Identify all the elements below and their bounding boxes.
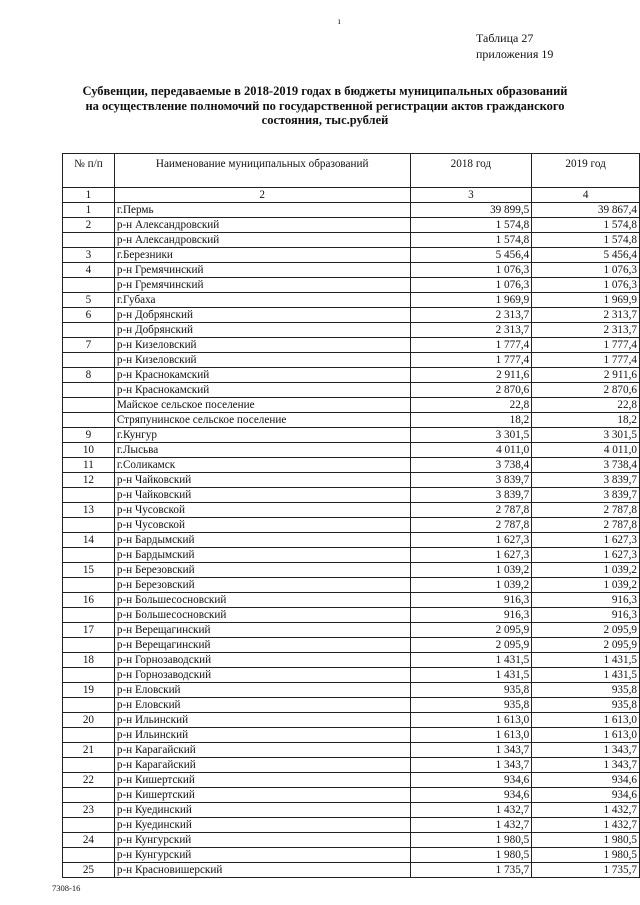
- municipality-name: р-н Кунгурский: [114, 848, 410, 863]
- value-2019: 1 076,3: [532, 278, 640, 293]
- row-number: 20: [63, 713, 115, 728]
- row-number: 5: [63, 293, 115, 308]
- value-2019: 916,3: [532, 593, 640, 608]
- municipality-name: р-н Горнозаводский: [114, 653, 410, 668]
- row-number: 21: [63, 743, 115, 758]
- row-number: [63, 578, 115, 593]
- municipality-name: г.Соликамск: [114, 458, 410, 473]
- column-header-2018: 2018 год: [410, 154, 532, 188]
- row-number: [63, 608, 115, 623]
- municipality-name: г.Пермь: [114, 203, 410, 218]
- appendix-number: приложения 19: [476, 47, 554, 61]
- municipality-name: р-н Карагайский: [114, 758, 410, 773]
- title-line-1: Субвенции, передаваемые в 2018-2019 годах в бюджеты муниципальных образований: [82, 84, 568, 98]
- value-2018: 1 627,3: [410, 548, 532, 563]
- column-number: 4: [532, 188, 640, 203]
- table-row: [63, 653, 640, 668]
- table-row: [63, 743, 640, 758]
- municipality-name: р-н Александровский: [114, 218, 410, 233]
- table-row: [63, 533, 640, 548]
- value-2019: 39 867,4: [532, 203, 640, 218]
- value-2018: 1 039,2: [410, 563, 532, 578]
- value-2018: 4 011,0: [410, 443, 532, 458]
- table-reference: [476, 30, 553, 62]
- row-number: 19: [63, 683, 115, 698]
- value-2018: 2 095,9: [410, 623, 532, 638]
- table-row: [63, 713, 640, 728]
- table-row: [63, 578, 640, 593]
- column-number: 3: [410, 188, 532, 203]
- value-2019: 1 627,3: [532, 548, 640, 563]
- value-2018: 2 313,7: [410, 308, 532, 323]
- municipality-name: р-н Ильинский: [114, 728, 410, 743]
- value-2018: 3 839,7: [410, 473, 532, 488]
- value-2018: 2 095,9: [410, 638, 532, 653]
- value-2019: 1 777,4: [532, 353, 640, 368]
- title-line-2: на осуществление полномочий по государственной регистрации актов гражданского: [85, 98, 565, 113]
- value-2019: 3 839,7: [532, 473, 640, 488]
- row-number: 17: [63, 623, 115, 638]
- value-2019: 2 870,6: [532, 383, 640, 398]
- value-2019: 916,3: [532, 608, 640, 623]
- table-row: [63, 848, 640, 863]
- value-2018: 1 969,9: [410, 293, 532, 308]
- row-number: 4: [63, 263, 115, 278]
- table-row: [63, 863, 640, 878]
- municipality-name: р-н Березовский: [114, 563, 410, 578]
- table-row: [63, 218, 640, 233]
- row-number: [63, 323, 115, 338]
- municipality-name: р-н Добрянский: [114, 323, 410, 338]
- row-number: [63, 413, 115, 428]
- value-2019: 5 456,4: [532, 248, 640, 263]
- municipality-name: р-н Верещагинский: [114, 638, 410, 653]
- row-number: 13: [63, 503, 115, 518]
- value-2019: 18,2: [532, 413, 640, 428]
- table-row: [63, 413, 640, 428]
- table-row: [63, 353, 640, 368]
- value-2018: 39 899,5: [410, 203, 532, 218]
- row-number: [63, 788, 115, 803]
- value-2018: 1 980,5: [410, 833, 532, 848]
- value-2019: 1 039,2: [532, 578, 640, 593]
- column-header-2019: 2019 год: [532, 154, 640, 188]
- value-2019: 1 969,9: [532, 293, 640, 308]
- value-2019: 1 432,7: [532, 803, 640, 818]
- table-row: [63, 518, 640, 533]
- value-2018: 1 777,4: [410, 353, 532, 368]
- municipality-name: р-н Карагайский: [114, 743, 410, 758]
- municipality-name: р-н Ильинский: [114, 713, 410, 728]
- table-row: [63, 263, 640, 278]
- value-2019: 22,8: [532, 398, 640, 413]
- municipality-name: р-н Бардымский: [114, 533, 410, 548]
- value-2019: 3 738,4: [532, 458, 640, 473]
- municipality-name: Майское сельское поселение: [114, 398, 410, 413]
- document-code: 7308-16: [52, 883, 81, 893]
- table-row: [63, 233, 640, 248]
- row-number: [63, 518, 115, 533]
- municipality-name: р-н Бардымский: [114, 548, 410, 563]
- row-number: [63, 548, 115, 563]
- page-header-mark: ı: [338, 16, 341, 26]
- table-number: Таблица 27: [476, 31, 534, 45]
- table-row: [63, 728, 640, 743]
- municipality-name: р-н Кизеловский: [114, 338, 410, 353]
- value-2018: 2 870,6: [410, 383, 532, 398]
- row-number: [63, 398, 115, 413]
- value-2018: 5 456,4: [410, 248, 532, 263]
- municipality-name: р-н Еловский: [114, 698, 410, 713]
- table-row: [63, 548, 640, 563]
- value-2019: 1 777,4: [532, 338, 640, 353]
- value-2018: 2 787,8: [410, 518, 532, 533]
- value-2018: 935,8: [410, 698, 532, 713]
- column-header-name: Наименование муниципальных образований: [114, 154, 410, 188]
- value-2018: 2 313,7: [410, 323, 532, 338]
- table-row: [63, 563, 640, 578]
- table-row: [63, 398, 640, 413]
- table-row: [63, 383, 640, 398]
- row-number: [63, 758, 115, 773]
- value-2018: 1 613,0: [410, 728, 532, 743]
- value-2018: 1 039,2: [410, 578, 532, 593]
- value-2019: 2 787,8: [532, 503, 640, 518]
- value-2019: 934,6: [532, 773, 640, 788]
- municipality-name: р-н Кишертский: [114, 788, 410, 803]
- municipality-name: р-н Чайковский: [114, 473, 410, 488]
- value-2018: 1 343,7: [410, 743, 532, 758]
- table-row: [63, 338, 640, 353]
- municipality-name: р-н Чусовской: [114, 518, 410, 533]
- row-number: 18: [63, 653, 115, 668]
- municipality-name: р-н Куединский: [114, 818, 410, 833]
- value-2019: 1 574,8: [532, 218, 640, 233]
- table-row: [63, 608, 640, 623]
- value-2018: 2 787,8: [410, 503, 532, 518]
- row-number: 11: [63, 458, 115, 473]
- table-row: [63, 593, 640, 608]
- table-row: [63, 488, 640, 503]
- document-title: [70, 84, 580, 128]
- value-2019: 935,8: [532, 683, 640, 698]
- value-2018: 935,8: [410, 683, 532, 698]
- table-row: [63, 833, 640, 848]
- value-2019: 1 076,3: [532, 263, 640, 278]
- table-row: [63, 758, 640, 773]
- table-row: [63, 473, 640, 488]
- municipality-name: р-н Гремячинский: [114, 278, 410, 293]
- municipality-name: р-н Куединский: [114, 803, 410, 818]
- row-number: [63, 233, 115, 248]
- row-number: 22: [63, 773, 115, 788]
- row-number: 6: [63, 308, 115, 323]
- table-row: [63, 668, 640, 683]
- value-2019: 4 011,0: [532, 443, 640, 458]
- row-number: [63, 848, 115, 863]
- value-2019: 2 787,8: [532, 518, 640, 533]
- value-2019: 1 431,5: [532, 668, 640, 683]
- municipality-name: р-н Горнозаводский: [114, 668, 410, 683]
- value-2018: 1 574,8: [410, 233, 532, 248]
- table-row: [63, 818, 640, 833]
- value-2018: 1 627,3: [410, 533, 532, 548]
- municipality-name: р-н Добрянский: [114, 308, 410, 323]
- row-number: 7: [63, 338, 115, 353]
- value-2019: 2 095,9: [532, 638, 640, 653]
- title-line-3: состояния, тыс.рублей: [261, 113, 389, 127]
- value-2018: 1 613,0: [410, 713, 532, 728]
- value-2018: 3 839,7: [410, 488, 532, 503]
- value-2018: 1 980,5: [410, 848, 532, 863]
- row-number: [63, 728, 115, 743]
- value-2019: 1 432,7: [532, 818, 640, 833]
- row-number: [63, 698, 115, 713]
- value-2018: 1 777,4: [410, 338, 532, 353]
- value-2018: 1 431,5: [410, 653, 532, 668]
- row-number: 24: [63, 833, 115, 848]
- row-number: [63, 353, 115, 368]
- column-numbers-row: [63, 188, 640, 203]
- municipality-name: Стряпунинское сельское поселение: [114, 413, 410, 428]
- table-header-row: [63, 154, 640, 188]
- value-2018: 1 735,7: [410, 863, 532, 878]
- value-2018: 18,2: [410, 413, 532, 428]
- value-2019: 3 301,5: [532, 428, 640, 443]
- value-2018: 1 432,7: [410, 803, 532, 818]
- municipality-name: г.Кунгур: [114, 428, 410, 443]
- value-2019: 935,8: [532, 698, 640, 713]
- municipality-name: р-н Кунгурский: [114, 833, 410, 848]
- value-2018: 1 432,7: [410, 818, 532, 833]
- row-number: [63, 668, 115, 683]
- row-number: 2: [63, 218, 115, 233]
- table-row: [63, 623, 640, 638]
- value-2019: 1 431,5: [532, 653, 640, 668]
- value-2019: 934,6: [532, 788, 640, 803]
- municipality-name: р-н Александровский: [114, 233, 410, 248]
- row-number: 15: [63, 563, 115, 578]
- value-2019: 1 980,5: [532, 848, 640, 863]
- municipality-name: г.Лысьва: [114, 443, 410, 458]
- municipality-name: р-н Кизеловский: [114, 353, 410, 368]
- value-2018: 934,6: [410, 788, 532, 803]
- row-number: 14: [63, 533, 115, 548]
- table-row: [63, 683, 640, 698]
- table-row: [63, 368, 640, 383]
- municipality-name: р-н Верещагинский: [114, 623, 410, 638]
- table-row: [63, 458, 640, 473]
- municipality-name: р-н Красновишерский: [114, 863, 410, 878]
- value-2018: 1 076,3: [410, 263, 532, 278]
- municipality-name: р-н Кишертский: [114, 773, 410, 788]
- table-row: [63, 443, 640, 458]
- value-2019: 1 980,5: [532, 833, 640, 848]
- value-2019: 1 735,7: [532, 863, 640, 878]
- value-2018: 1 574,8: [410, 218, 532, 233]
- value-2019: 1 574,8: [532, 233, 640, 248]
- row-number: [63, 638, 115, 653]
- value-2018: 1 431,5: [410, 668, 532, 683]
- value-2019: 2 095,9: [532, 623, 640, 638]
- row-number: [63, 383, 115, 398]
- value-2018: 1 076,3: [410, 278, 532, 293]
- row-number: 3: [63, 248, 115, 263]
- municipality-name: р-н Чайковский: [114, 488, 410, 503]
- column-number: 1: [63, 188, 115, 203]
- municipality-name: г.Губаха: [114, 293, 410, 308]
- municipality-name: р-н Еловский: [114, 683, 410, 698]
- row-number: [63, 818, 115, 833]
- row-number: 9: [63, 428, 115, 443]
- table-row: [63, 308, 640, 323]
- table-row: [63, 323, 640, 338]
- row-number: [63, 278, 115, 293]
- table-row: [63, 638, 640, 653]
- row-number: 12: [63, 473, 115, 488]
- column-number: 2: [114, 188, 410, 203]
- value-2018: 934,6: [410, 773, 532, 788]
- value-2019: 1 613,0: [532, 713, 640, 728]
- table-row: [63, 503, 640, 518]
- table-row: [63, 803, 640, 818]
- value-2018: 22,8: [410, 398, 532, 413]
- municipality-name: г.Березники: [114, 248, 410, 263]
- value-2019: 1 343,7: [532, 743, 640, 758]
- row-number: 8: [63, 368, 115, 383]
- row-number: 10: [63, 443, 115, 458]
- table-row: [63, 428, 640, 443]
- municipality-name: р-н Большесосновский: [114, 593, 410, 608]
- value-2019: 1 613,0: [532, 728, 640, 743]
- value-2019: 2 313,7: [532, 323, 640, 338]
- column-header-number: № п/п: [63, 154, 115, 188]
- value-2018: 3 738,4: [410, 458, 532, 473]
- municipality-name: р-н Березовский: [114, 578, 410, 593]
- row-number: [63, 488, 115, 503]
- value-2018: 916,3: [410, 593, 532, 608]
- municipality-name: р-н Гремячинский: [114, 263, 410, 278]
- value-2019: 1 343,7: [532, 758, 640, 773]
- municipality-name: р-н Краснокамский: [114, 368, 410, 383]
- municipality-name: р-н Большесосновский: [114, 608, 410, 623]
- table-row: [63, 788, 640, 803]
- table-row: [63, 203, 640, 218]
- row-number: 23: [63, 803, 115, 818]
- value-2018: 2 911,6: [410, 368, 532, 383]
- value-2019: 3 839,7: [532, 488, 640, 503]
- value-2019: 2 313,7: [532, 308, 640, 323]
- table-row: [63, 773, 640, 788]
- value-2019: 1 039,2: [532, 563, 640, 578]
- row-number: 1: [63, 203, 115, 218]
- municipality-name: р-н Чусовской: [114, 503, 410, 518]
- value-2018: 1 343,7: [410, 758, 532, 773]
- table-row: [63, 248, 640, 263]
- row-number: 16: [63, 593, 115, 608]
- value-2019: 1 627,3: [532, 533, 640, 548]
- value-2018: 916,3: [410, 608, 532, 623]
- table-row: [63, 293, 640, 308]
- value-2019: 2 911,6: [532, 368, 640, 383]
- table-row: [63, 278, 640, 293]
- subsidies-table: [62, 153, 640, 878]
- municipality-name: р-н Краснокамский: [114, 383, 410, 398]
- table-row: [63, 698, 640, 713]
- row-number: 25: [63, 863, 115, 878]
- value-2018: 3 301,5: [410, 428, 532, 443]
